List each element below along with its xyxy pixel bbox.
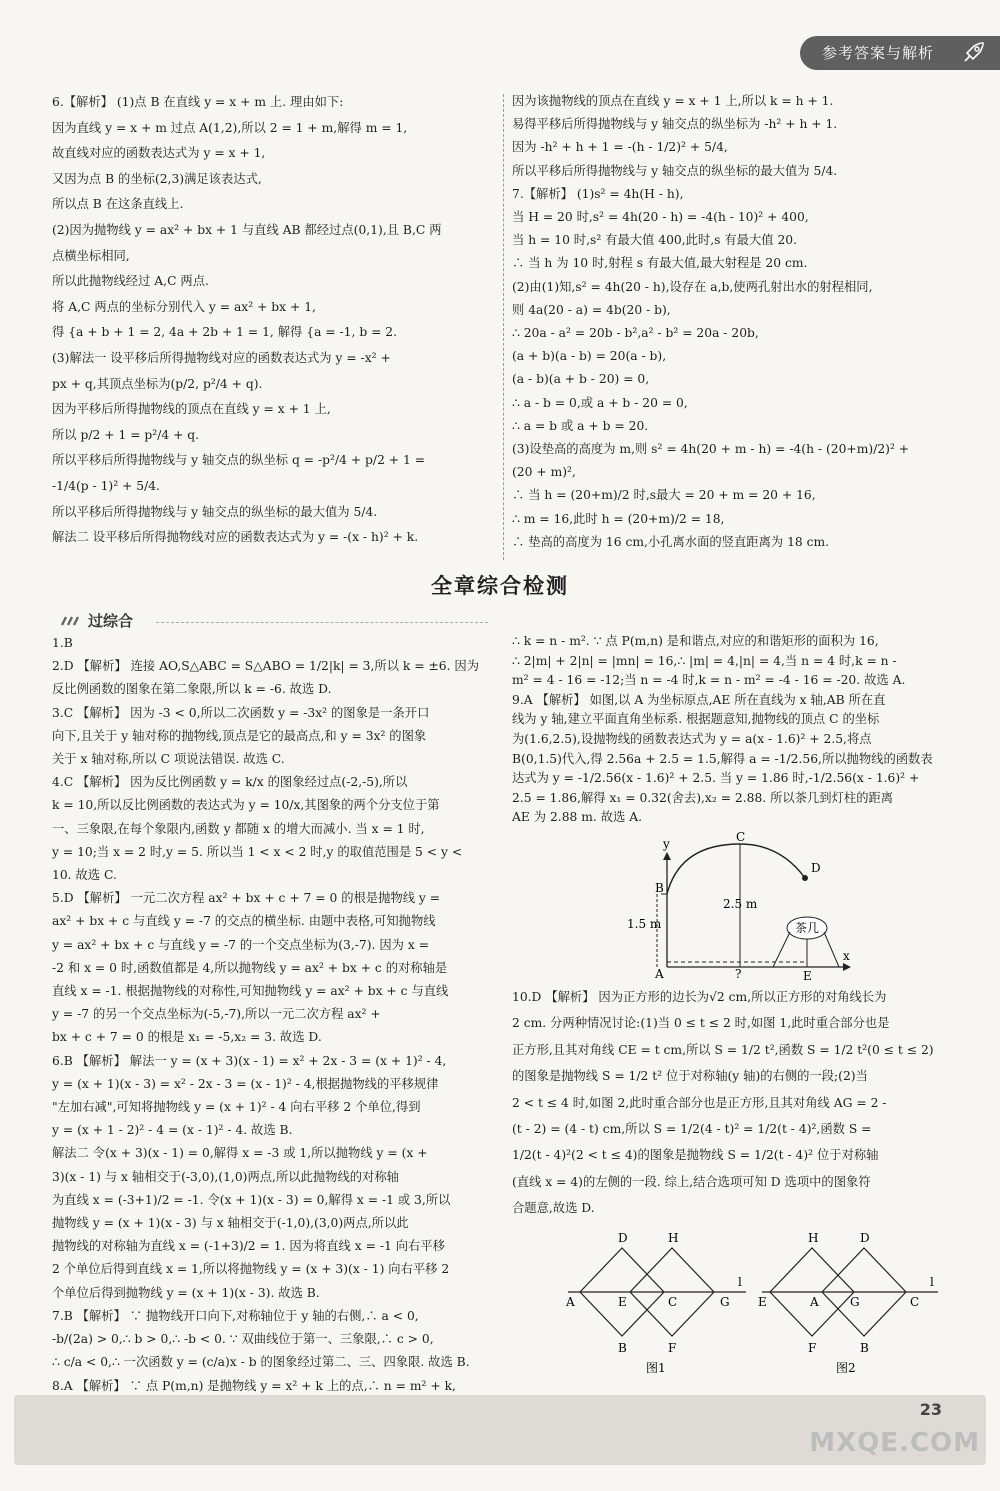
fig9-b-label: B: [655, 881, 664, 895]
text-line: 所以此抛物线经过 A,C 两点.: [52, 274, 209, 289]
text-line: bx + c + 7 = 0 的根是 x₁ = -5,x₂ = 3. 故选 D.: [52, 1030, 322, 1045]
text-line: 1.B: [52, 636, 73, 650]
watermark: MXQE.COM: [809, 1428, 980, 1458]
text-line: 抛物线的对称轴为直线 x = (-1+3)/2 = 1. 因为将直线 x = -1 向右平移: [52, 1239, 445, 1254]
fig2-l: l: [930, 1275, 934, 1289]
text-line: ∴ a = b 或 a + b = 20.: [512, 418, 649, 433]
text-line: 所以 p/2 + 1 = p²/4 + q.: [52, 427, 200, 442]
text-line: ∴ 垫高的高度为 16 cm,小孔离水面的竖直距离为 18 cm.: [512, 534, 830, 549]
text-line: 得 {a + b + 1 = 2, 4a + 2b + 1 = 1, 解得 {a = -1, b = 2.: [52, 325, 398, 340]
text-line: 所以点 B 在这条直线上.: [52, 197, 184, 212]
text-line: 2.5 = 1.86,解得 x₁ = 0.32(舍去),x₂ = 2.88. 所以茶几到灯柱的距离: [512, 790, 894, 805]
text-line: 10.D 【解析】 因为正方形的边长为√2 cm,所以正方形的对角线长为: [512, 990, 887, 1004]
text-line: 4.C 【解析】 因为反比例函数 y = k/x 的图象经过点(-2,-5),所以: [52, 775, 408, 790]
text-line: ∴ 20a - a² = 20b - b²,a² - b² = 20a - 20b,: [512, 326, 759, 341]
fig9-a-label: A: [655, 967, 664, 981]
text-line: 5.D 【解析】 一元二次方程 ax² + bx + c + 7 = 0 的根是抛物线 y =: [52, 891, 441, 906]
text-line: 则 4a(20 - a) = 4b(20 - b),: [512, 302, 671, 317]
text-line: 9.A 【解析】 如图,以 A 为坐标原点,AE 所在直线为 x 轴,AB 所在直: [512, 692, 886, 707]
text-line: 因为直线 y = x + m 过点 A(1,2),所以 2 = 1 + m,解得 m = 1,: [52, 120, 408, 135]
text-line: 7.【解析】 (1)s² = 4h(H - h),: [512, 186, 684, 201]
fig2-e: E: [758, 1295, 767, 1309]
text-line: 2 < t ≤ 4 时,如图 2,此时重合部分也是正方形,且其对角线 AG = 2 -: [512, 1095, 887, 1110]
fig2-b: B: [860, 1341, 869, 1355]
rocket-icon: [960, 40, 986, 66]
right-column-top: [512, 90, 964, 554]
text-line: 反比例函数的图象在第二象限,所以 k = -6. 故选 D.: [52, 682, 332, 697]
text-line: 当 h = 10 时,s² 有最大值 400,此时,s 有最大值 20.: [512, 233, 798, 248]
text-line: 关于 x 轴对称,所以 C 项说法错误. 故选 C.: [52, 752, 285, 767]
fig9-d-label: D: [811, 861, 821, 875]
text-line: 7.B 【解析】 ∵ 抛物线开口向下,对称轴位于 y 轴的右侧,∴ a < 0,: [52, 1308, 419, 1323]
right-column-bottom: [512, 632, 964, 828]
text-line: ∴ a - b = 0,或 a + b - 20 = 0,: [512, 395, 688, 410]
text-line: y = (x + 1 - 2)² - 4 = (x - 1)² - 4. 故选 B.: [52, 1123, 293, 1138]
text-line: 个单位后得到抛物线 y = (x + 1)(x - 3). 故选 B.: [52, 1285, 320, 1300]
header-tab: [800, 36, 1000, 70]
text-line: y = (x + 1)(x - 3) = x² - 2x - 3 = (x - 1)² - 4,根据抛物线的平移规律: [52, 1076, 439, 1091]
fig2-f: F: [808, 1341, 817, 1355]
text-line: 向下,且关于 y 轴对称的抛物线,顶点是它的最高点,和 y = 3x² 的图象: [52, 728, 427, 743]
fig9-question: ?: [735, 967, 742, 981]
text-line: B(0,1.5)代入,得 2.56a + 2.5 = 1.5,解得 a = -1/2.56,所以抛物线的函数表: [512, 751, 933, 766]
text-line: (20 + m)²,: [512, 465, 576, 480]
page-number: 23: [919, 1400, 942, 1419]
fig9-table-label: 茶几: [795, 921, 820, 935]
figure-9-diagram: [625, 832, 855, 982]
text-line: ∴ c/a < 0,∴ 一次函数 y = (c/a)x - b 的图象经过第二、三、四象限. 故选 B.: [52, 1355, 470, 1370]
text-line: k = 10,所以反比例函数的表达式为 y = 10/x,其图象的两个分支位于第: [52, 798, 440, 813]
text-line: 2 cm. 分两种情况讨论:(1)当 0 ≤ t ≤ 2 时,如图 1,此时重合部分也是: [512, 1016, 890, 1031]
fig9-e-label: E: [803, 969, 812, 982]
text-line: ∴ 当 h 为 10 时,射程 s 有最大值,最大射程是 20 cm.: [512, 256, 808, 271]
fig2-caption: 图2: [836, 1361, 856, 1375]
text-line: 为直线 x = (-3+1)/2 = -1. 令(x + 1)(x - 3) = 0,解得 x = -1 或 3,所以: [52, 1192, 451, 1207]
fig9-x-label: x: [843, 949, 850, 963]
text-line: 故直线对应的函数表达式为 y = x + 1,: [52, 146, 266, 161]
text-line: (3)解法一 设平移后所得抛物线对应的函数表达式为 y = -x² +: [52, 350, 391, 365]
text-line: 合题意,故选 D.: [512, 1201, 595, 1216]
text-line: y = 10;当 x = 2 时,y = 5. 所以当 1 < x < 2 时,y 的取值范围是 5 < y <: [52, 844, 463, 859]
sub-heading: [60, 610, 488, 634]
fig9-height2: 2.5 m: [723, 897, 758, 911]
fig2-a: A: [810, 1295, 819, 1309]
text-line: 的图象是抛物线 S = 1/2 t² 位于对称轴(y 轴)的右侧的一段;(2)当: [512, 1069, 868, 1084]
text-line: -2 和 x = 0 时,函数值都是 4,所以抛物线 y = ax² + bx + c 的对称轴是: [52, 960, 448, 975]
fig2-d: D: [860, 1231, 870, 1245]
fig9-c-label: C: [736, 832, 746, 844]
text-line: 正方形,且其对角线 CE = t cm,所以 S = 1/2 t²,函数 S = 1/2 t²(0 ≤ t ≤ 2): [512, 1042, 934, 1057]
text-line: (a - b)(a + b - 20) = 0,: [512, 372, 650, 387]
text-line: (2)因为抛物线 y = ax² + bx + 1 与直线 AB 都经过点(0,1),且 B,C 两: [52, 222, 442, 237]
column-divider: [503, 94, 505, 560]
text-line: 3)(x - 1) 与 x 轴相交于(-3,0),(1,0)两点,所以此抛物线的对称轴: [52, 1169, 399, 1184]
fig2-h: H: [808, 1231, 819, 1245]
text-line: 点横坐标相同,: [52, 248, 130, 263]
fig2-c: C: [910, 1295, 920, 1309]
text-line: 因为该抛物线的顶点在直线 y = x + 1 上,所以 k = h + 1.: [512, 94, 834, 108]
text-line: y = ax² + bx + c 与直线 y = -7 的一个交点坐标为(3,-7). 因为 x =: [52, 937, 430, 952]
text-line: 所以平移后所得抛物线与 y 轴交点的纵坐标的最大值为 5/4.: [52, 504, 378, 519]
text-line: 当 H = 20 时,s² = 4h(20 - h) = -4(h - 10)² + 400,: [512, 210, 809, 225]
section-title: 全章综合检测: [431, 574, 569, 598]
fig1-a: A: [566, 1295, 575, 1309]
fig9-height1: 1.5 m: [627, 917, 662, 931]
sub-heading-rule: [156, 622, 488, 623]
fig9-y-label: y: [663, 837, 670, 851]
text-line: (2)由(1)知,s² = 4h(20 - h),设存在 a,b,使两孔射出水的射程相同,: [512, 279, 873, 294]
fig1-g: G: [720, 1295, 730, 1309]
text-line: m² = 4 - 16 = -12;当 n = -4 时,k = n - m² = -4 - 16 = -20. 故选 A.: [512, 673, 906, 688]
text-line: ∴ 当 h = (20+m)/2 时,s最大 = 20 + m = 20 + 16,: [512, 488, 816, 503]
text-line: 为(1.6,2.5),设抛物线的函数表达式为 y = a(x - 1.6)² + 2.5,将点: [512, 731, 872, 746]
text-line: 6.B 【解析】 解法一 y = (x + 3)(x - 1) = x² + 2x - 3 = (x + 1)² - 4,: [52, 1053, 447, 1068]
fig1-c: C: [668, 1295, 678, 1309]
text-line: y = -7 的另一个交点坐标为(-5,-7),所以一元二次方程 ax² +: [52, 1007, 381, 1022]
text-line: "左加右减",可知将抛物线 y = (x + 1)² - 4 向右平移 2 个单位,得到: [52, 1100, 421, 1115]
text-line: 所以平移后所得抛物线与 y 轴交点的纵坐标 q = -p²/4 + p/2 + 1 =: [52, 453, 426, 468]
text-line: 6.【解析】 (1)点 B 在直线 y = x + m 上. 理由如下:: [52, 95, 344, 109]
text-line: 10. 故选 C.: [52, 868, 117, 883]
sub-heading-label: 过综合: [88, 612, 134, 630]
header-title: 参考答案与解析: [822, 44, 935, 62]
fig1-f: F: [668, 1341, 677, 1355]
text-line: ∴ k = n - m². ∵ 点 P(m,n) 是和谐点,对应的和谐矩形的面积为 16,: [512, 634, 879, 648]
fig2-g: G: [850, 1295, 860, 1309]
left-column-top: [52, 90, 488, 551]
fig1-caption: 图1: [646, 1361, 666, 1375]
text-line: (3)设垫高的高度为 m,则 s² = 4h(20 + m - h) = -4(h - (20+m)/2)² +: [512, 442, 910, 457]
text-line: (t - 2) = (4 - t) cm,所以 S = 1/2(4 - t)² = 1/2(t - 4)²,函数 S =: [512, 1122, 872, 1137]
figure-10-diagrams: [560, 1226, 960, 1386]
fig1-d: D: [618, 1231, 628, 1245]
text-line: 解法二 令(x + 3)(x - 1) = 0,解得 x = -3 或 1,所以抛物线 y = (x +: [52, 1146, 428, 1161]
text-line: 2.D 【解析】 连接 AO,S△ABC = S△ABO = 1/2|k| = 3,所以 k = ±6. 因为: [52, 659, 480, 674]
text-line: 8.A 【解析】 ∵ 点 P(m,n) 是抛物线 y = x² + k 上的点,∴ n = m² + k,: [52, 1378, 456, 1393]
text-line: px + q,其顶点坐标为(p/2, p²/4 + q).: [52, 376, 263, 391]
text-line: 抛物线 y = (x + 1)(x - 3) 与 x 轴相交于(-1,0),(3,0)两点,所以此: [52, 1216, 409, 1231]
fig1-b: B: [618, 1341, 627, 1355]
text-line: ∴ m = 16,此时 h = (20+m)/2 = 18,: [512, 511, 725, 526]
left-column-bottom: [52, 632, 502, 1398]
text-line: (直线 x = 4)的左侧的一段. 综上,结合选项可知 D 选项中的图象符: [512, 1174, 871, 1189]
text-line: 所以平移后所得抛物线与 y 轴交点的纵坐标的最大值为 5/4.: [512, 163, 838, 178]
text-line: ∴ 2|m| + 2|n| = |mn| = 16,∴ |m| = 4,|n| = 4,当 n = 4 时,k = n -: [512, 653, 897, 668]
chevron-icon: [60, 613, 82, 629]
text-line: 3.C 【解析】 因为 -3 < 0,所以二次函数 y = -3x² 的图象是一条开口: [52, 705, 430, 720]
text-line: 达式为 y = -1/2.56(x - 1.6)² + 2.5. 当 y = 1.86 时,-1/2.56(x - 1.6)² +: [512, 771, 920, 786]
text-line: 解法二 设平移后所得抛物线对应的函数表达式为 y = -(x - h)² + k.: [52, 530, 419, 545]
text-line: 又因为点 B 的坐标(2,3)满足该表达式,: [52, 171, 262, 186]
fig1-l: l: [738, 1275, 742, 1289]
text-line: 因为 -h² + h + 1 = -(h - 1/2)² + 5/4,: [512, 140, 728, 155]
text-line: 将 A,C 两点的坐标分别代入 y = ax² + bx + 1,: [52, 299, 316, 314]
text-line: AE 为 2.88 m. 故选 A.: [512, 810, 643, 825]
text-line: 一、三象限,在每个象限内,函数 y 都随 x 的增大而减小. 当 x = 1 时,: [52, 821, 425, 836]
text-line: 2 个单位后得到直线 x = 1,所以将抛物线 y = (x + 3)(x - 1) 向右平移 2: [52, 1262, 450, 1277]
fig1-h: H: [668, 1231, 679, 1245]
text-line: 直线 x = -1. 根据抛物线的对称性,可知抛物线 y = ax² + bx + c 与直线: [52, 984, 449, 999]
text-line: -b/(2a) > 0,∴ b > 0,∴ -b < 0. ∵ 双曲线位于第一、三象限,∴ c > 0,: [52, 1332, 434, 1347]
text-line: -1/4(p - 1)² + 5/4.: [52, 478, 160, 493]
text-line: 1/2(t - 4)²(2 < t ≤ 4)的图象是抛物线 S = 1/2(t - 4)² 位于对称轴: [512, 1148, 879, 1163]
fig1-e: E: [618, 1295, 627, 1309]
text-line: 因为平移后所得抛物线的顶点在直线 y = x + 1 上,: [52, 402, 331, 417]
right-column-q10: [512, 984, 964, 1222]
text-line: 线为 y 轴,建立平面直角坐标系. 根据题意知,抛物线的顶点 C 的坐标: [512, 712, 880, 727]
text-line: 易得平移后所得抛物线与 y 轴交点的纵坐标为 -h² + h + 1.: [512, 117, 838, 132]
text-line: ax² + bx + c 与直线 y = -7 的交点的横坐标. 由题中表格,可知抛物线: [52, 914, 436, 929]
text-line: (a + b)(a - b) = 20(a - b),: [512, 349, 667, 364]
